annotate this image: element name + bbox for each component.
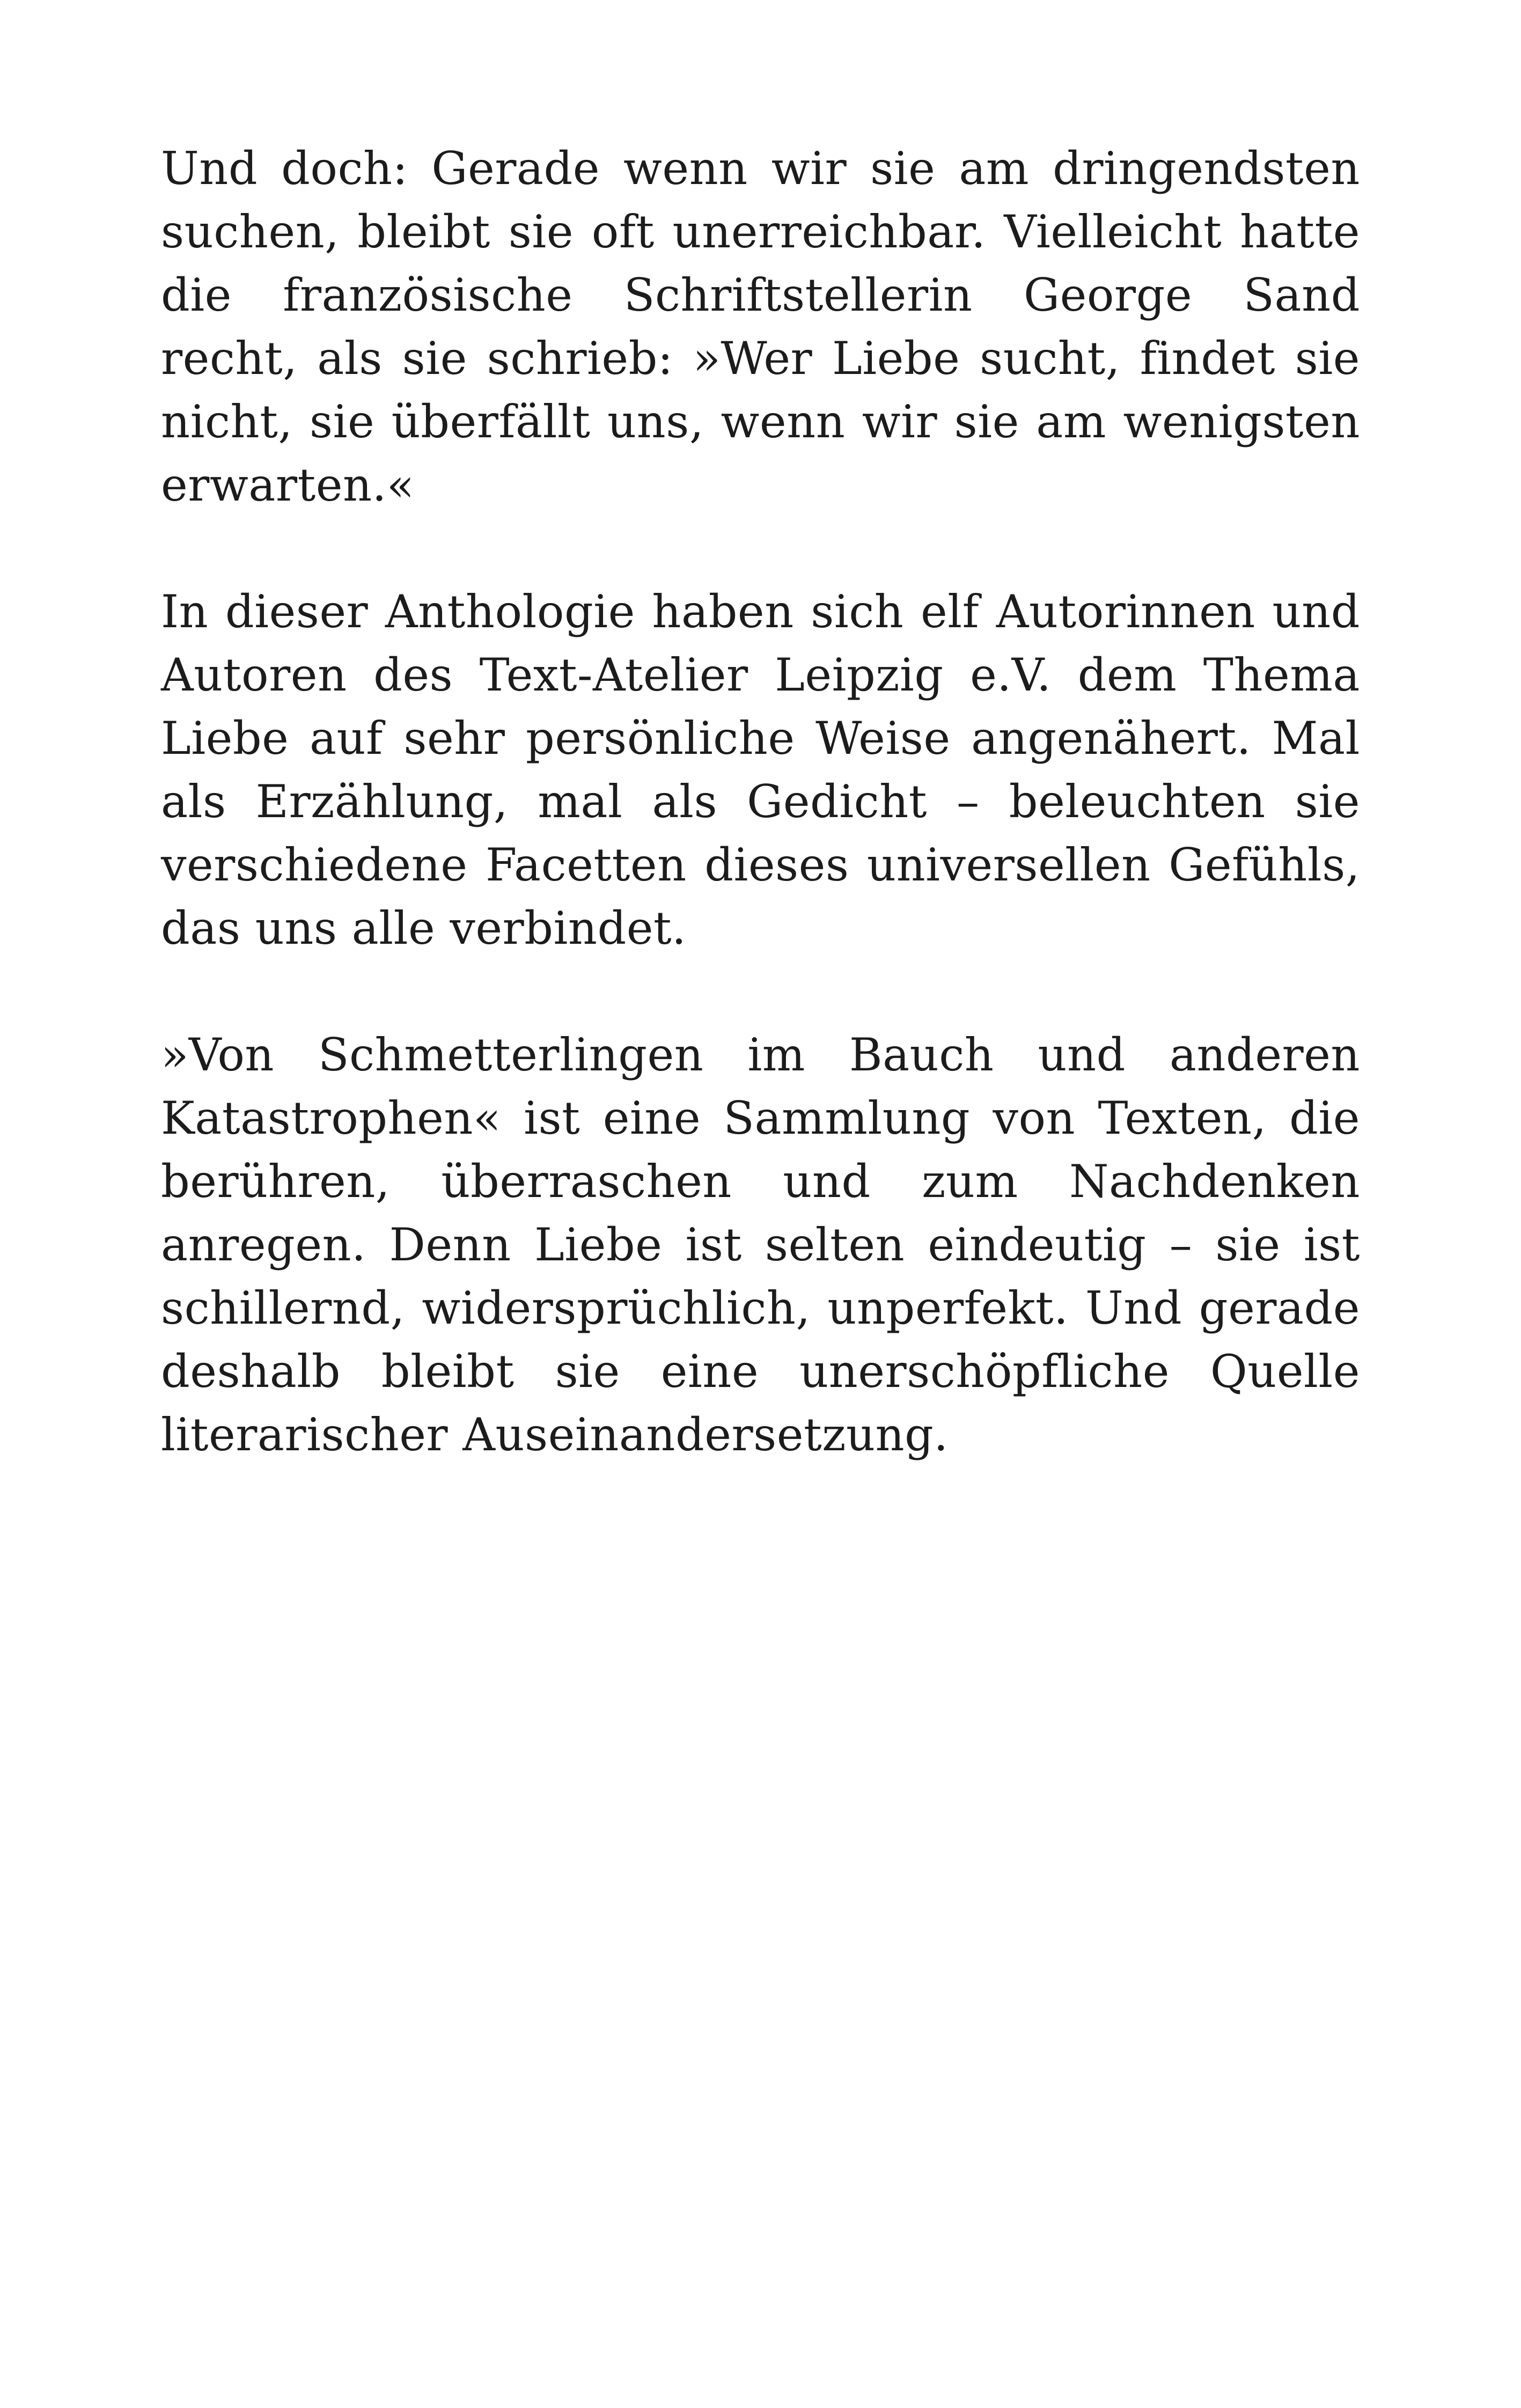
text-block: [161, 137, 1360, 1466]
paragraph-intro-quote: Und doch: Gerade wenn wir sie am dringendsten suchen, bleibt sie oft unerreichbar. Vielleicht hatte die französische Schriftstellerin George Sand recht, als sie schrieb: »Wer Liebe sucht, findet sie nicht, sie überfällt uns, wenn wir sie am wenigsten erwarten.«: [161, 142, 1360, 511]
paragraph-anthology-description: In dieser Anthologie haben sich elf Autorinnen und Autoren des Text-Atelier Leipzig e.V. dem Thema Liebe auf sehr persönliche Weise angenähert. Mal als Erzählung, mal als Gedicht – beleuchten sie verschiedene Facetten dieses universellen Gefühls, das uns alle verbindet.: [161, 585, 1360, 955]
paragraph-collection-summary: »Von Schmetterlingen im Bauch und anderen Katastrophen« ist eine Sammlung von Texten, die berühren, überraschen und zum Nachdenken anregen. Denn Liebe ist selten eindeutig – sie ist schillernd, widersprüchlich, unperfekt. Und gerade deshalb bleibt sie eine unerschöpfliche Quelle literarischer Auseinandersetzung.: [161, 1029, 1360, 1461]
